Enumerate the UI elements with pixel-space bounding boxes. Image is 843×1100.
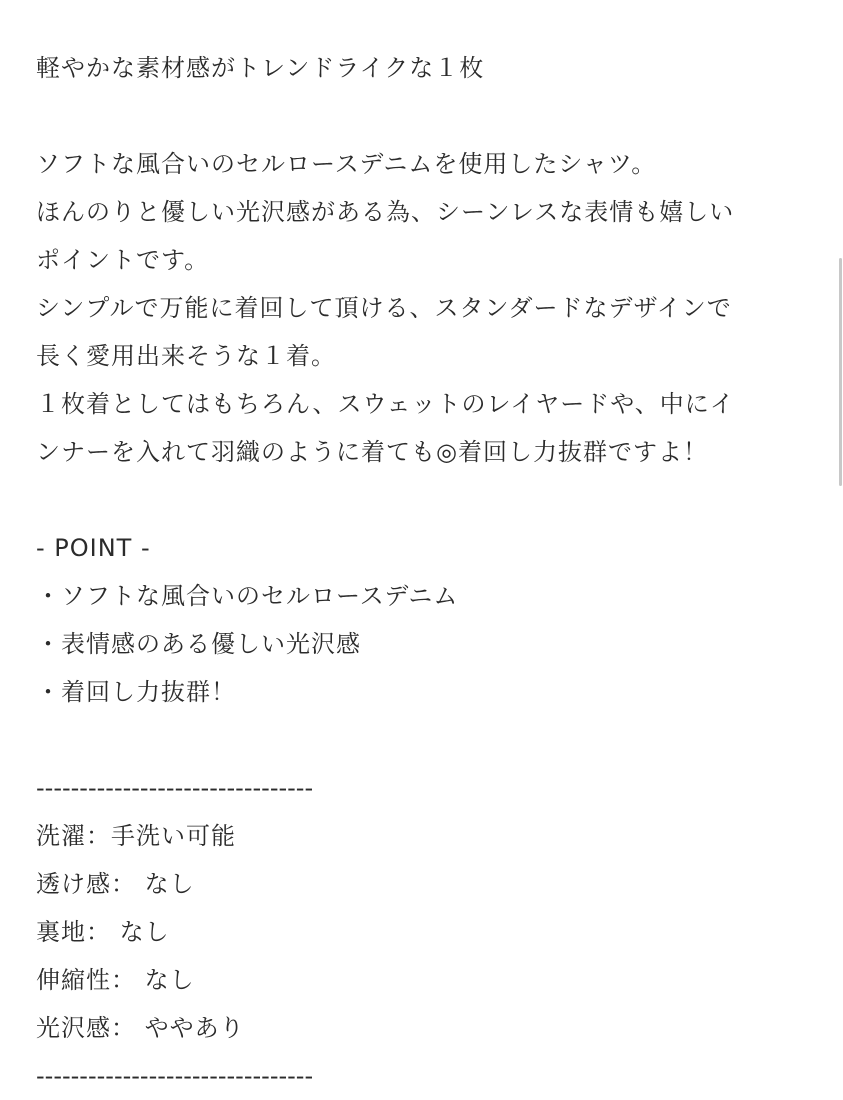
product-description bbox=[36, 44, 806, 1100]
description-line: ンナーを入れて羽織のように着ても◎着回し力抜群ですよ！ bbox=[36, 438, 708, 466]
point-item: ・表情感のある優しい光沢感 bbox=[36, 630, 361, 658]
divider-bottom: -------------------------------- bbox=[36, 1062, 314, 1090]
spacer bbox=[36, 92, 806, 140]
description-line: ポイントです。 bbox=[36, 246, 210, 274]
point-item: ・ソフトな風合いのセルロースデニム bbox=[36, 582, 459, 610]
spec-item: 光沢感： ややあり bbox=[36, 1014, 245, 1042]
spec-item: 伸縮性： なし bbox=[36, 966, 195, 994]
description-line: ほんのりと優しい光沢感がある為、シーンレスな表情も嬉しい bbox=[36, 198, 735, 226]
point-item: ・着回し力抜群！ bbox=[36, 678, 236, 706]
spec-item: 裏地： なし bbox=[36, 918, 170, 946]
description-line: 長く愛用出来そうな１着。 bbox=[36, 342, 336, 370]
scrollbar-thumb[interactable] bbox=[839, 258, 842, 486]
spacer bbox=[36, 716, 806, 764]
spec-item: 洗濯：手洗い可能 bbox=[36, 822, 236, 850]
description-line: ソフトな風合いのセルロースデニムを使用したシャツ。 bbox=[36, 150, 657, 178]
points-heading: - POINT - bbox=[36, 534, 151, 562]
spec-item: 透け感： なし bbox=[36, 870, 195, 898]
description-line: シンプルで万能に着回して頂ける、スタンダードなデザインで bbox=[36, 294, 732, 322]
divider-top: -------------------------------- bbox=[36, 774, 314, 802]
headline: 軽やかな素材感がトレンドライクな１枚 bbox=[36, 54, 485, 82]
spacer bbox=[36, 476, 806, 524]
scrollbar[interactable] bbox=[835, 0, 843, 1080]
description-line: １枚着としてはもちろん、スウェットのレイヤードや、中にイ bbox=[36, 390, 735, 418]
